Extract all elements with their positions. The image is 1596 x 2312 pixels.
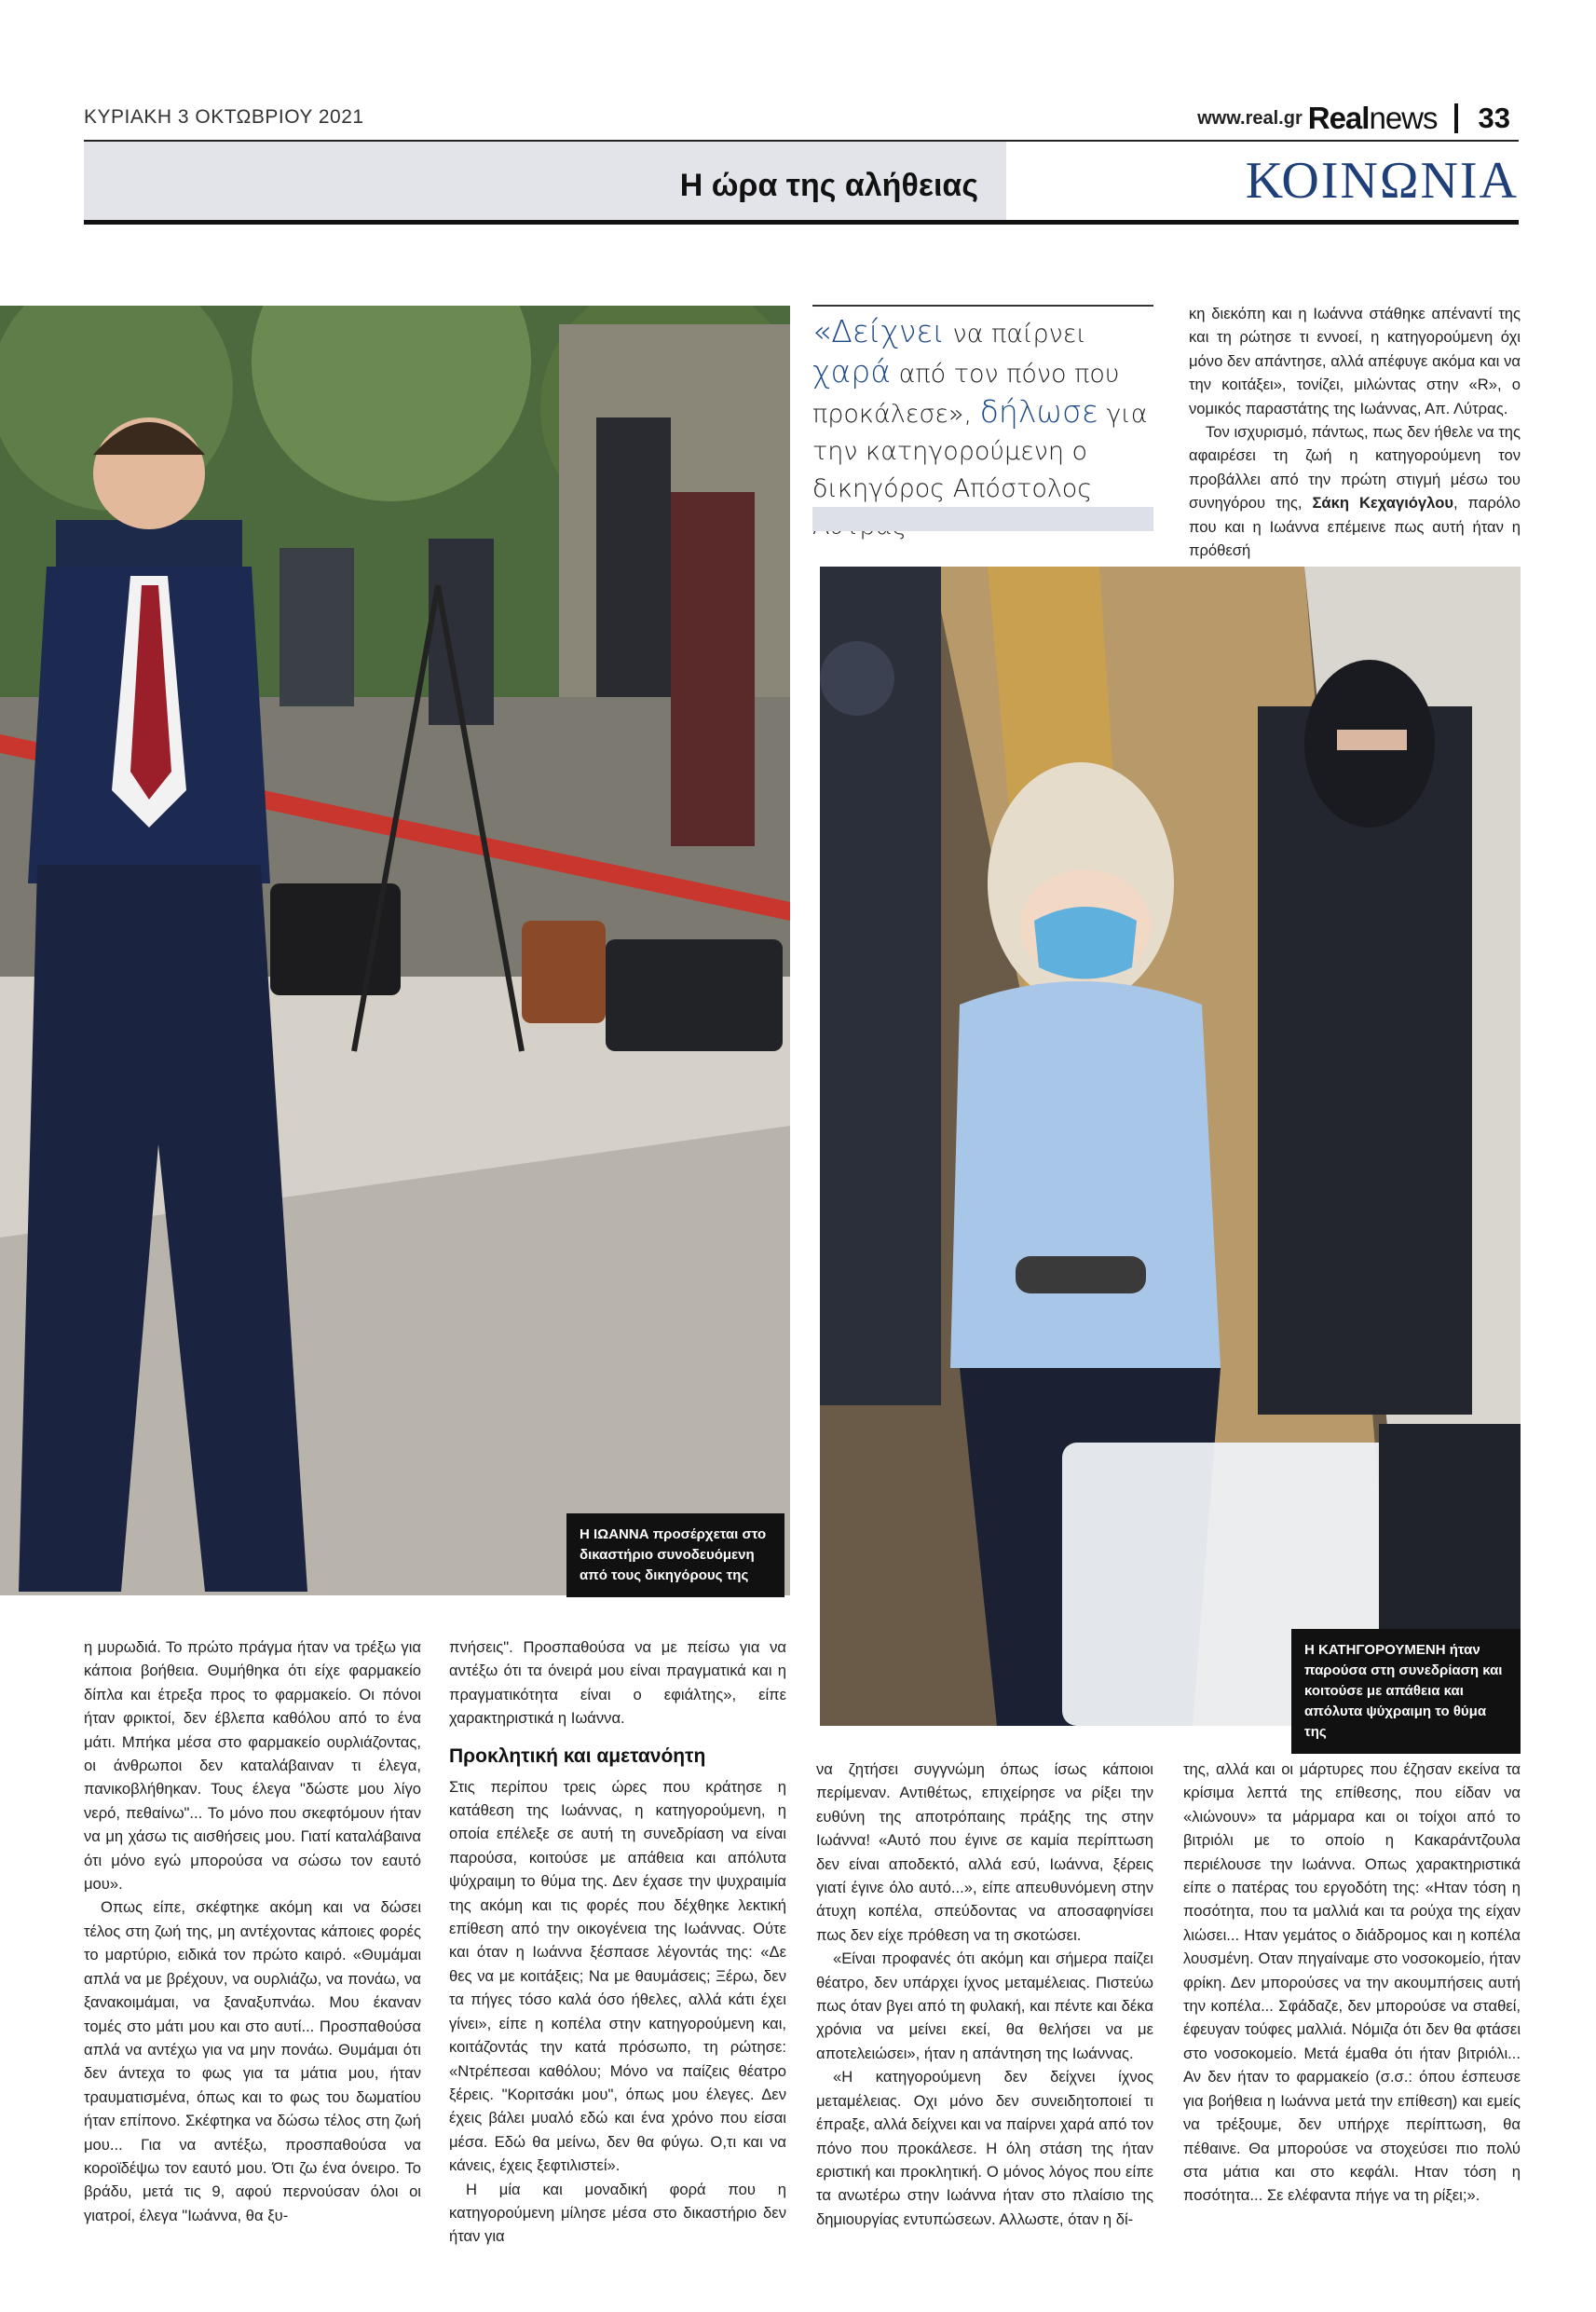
masthead: [1197, 101, 1510, 136]
right-photo-caption: [1291, 1629, 1521, 1754]
article-column-3: [816, 1758, 1153, 2231]
left-photo-caption: [566, 1513, 784, 1597]
title-rule: [84, 220, 1519, 225]
paragraph: Στις περίπου τρεις ώρες που κράτησε η κατάθεση της Ιωάννας, η κατηγορούμενη, η οποία επέλεξε σε αυτή τη συνεδρίαση να είναι παρούσα, κοιτούσε με απάθεια και απόλυτα ψύχραιμη το θύμα της. Δεν έχασε την ψυχραιμία της ακόμη και τις φορές που δέχθηκε λεκτική επίθεση από την οικογένεια της Ιωάννας. Ούτε και όταν η Ιωάννα ξέσπασε λέγοντάς της: «Δε θες να με κοιτάξεις; Να με θαυμάσεις; Ξέρω, δεν τα πήγες τόσο καλά όσο ήθελες, αλλά κάτι έχει γίνει», είπε η κοπέλα στην κατηγορούμενη και, κοιτάζοντάς την κατά πρόσωπο, τη ρώτησε: «Ντρέπεσαι καθόλου; Μόνο να παίζεις θέατρο ξέρεις. "Κοριτσάκι μου", όπως μου έλεγες. Δεν έχεις βάλει μυαλό εδώ και ένα χρόνο που είσαι μέσα. Εδώ θα μείνω, δεν θα φύγω. Ο,τι και να κάνεις, έχεις ξεφτιλιστεί».: [449, 1777, 786, 2175]
brand-logo: [1308, 101, 1438, 136]
subheading: Προκλητική και αμετανόητη: [449, 1744, 706, 1767]
site-url[interactable]: www.real.gr: [1197, 107, 1303, 129]
issue-date: ΚΥΡΙΑΚΗ 3 ΟΚΤΩΒΡΙΟΥ 2021: [84, 106, 364, 128]
article-column-2: [449, 1635, 786, 2249]
caption-text: προσέρχεται στο δικαστήριο συνοδευόμενη από τους δικηγόρους της: [580, 1526, 767, 1583]
brand-bold: Real: [1307, 101, 1370, 135]
section-name: ΚΟΙΝΩΝΙΑ: [1245, 152, 1519, 210]
caption-text: ήταν παρούσα στη συνεδρίαση και κοιτούσε με απάθεια και απόλυτα ψύχραιμη το θύμα της: [1304, 1642, 1503, 1740]
caption-lead: Η ΙΩΑΝΝΑ: [580, 1526, 649, 1542]
paragraph: «Είναι προφανές ότι ακόμη και σήμερα παίζει θέατρο, δεν υπάρχει ίχνος μεταμέλειας. Πιστεύω πως όταν βγει από τη φυλακή, και πέντε και δέκα χρόνια να μείνει εκεί, θα θελήσει να με αποτελειώσει», ήταν η απάντηση της Ιωάννας.: [816, 1949, 1153, 2062]
caption-lead: Η ΚΑΤΗΓΟΡΟΥΜΕΝΗ: [1304, 1642, 1446, 1658]
pull-quote-rule: [812, 305, 1153, 307]
article-column-top: [1189, 302, 1521, 562]
paragraph: [1189, 420, 1521, 562]
article-column-4: [1183, 1758, 1521, 2208]
pull-quote-band: [812, 507, 1153, 531]
article-column-1: [84, 1635, 421, 2227]
quote-highlight: χαρά: [812, 353, 891, 390]
paragraph: Οπως είπε, σκέφτηκε ακόμη και να δώσει τέλος στη ζωή της, μη αντέχοντας κάποιες φορές το μαρτύριο, ειδικά τον πρώτο καιρό. «Θυμάμαι απλά να με βρέχουν, να ουρλιάζω, να πονάω, να ξανακοιμάμαι, να ξαναξυπνάω. Μου έκαναν τομές στο μάτι μου και στο αυτί... Προσπαθούσα απλά να αντέχω για να μην πονάω. Θυμάμαι ότι δεν άντεχα το φως για τα μάτια μου, ήταν τραυματισμένα, όπως και το φως του δωματίου ήταν επίπονο. Σκέφτηκα να δώσω τέλος στη ζωή μου... Για να αντέξω, προσπαθούσα να κοροϊδέψω τον εαυτό μου. Ότι ζω ένα όνειρο. Το βράδυ, μετά τις 9, αφού περνούσαν όλοι οι γιατροί, έλεγα "Ιωάννα, θα ξυ-: [84, 1898, 421, 2224]
article-title: Η ώρα της αλήθειας: [679, 168, 978, 203]
defendant-photo: [820, 567, 1521, 1726]
paragraph: να ζητήσει συγγνώμη όπως ίσως κάποιοι περίμεναν. Αντιθέτως, επιχείρησε να ρίξει την ευθύνη της αποτρόπαιης πράξης της στην Ιωάννα! «Αυτό που έγινε σε καμία περίπτωση δεν είναι αποδεκτό, αλλά εσύ, Ιωάννα, ξέρεις γιατί έγινε όλο αυτό...», είπε απευθυνόμενη στην άτυχη κοπέλα, σπεύδοντας να αποσαφηνίσει πως δεν είχε πρόθεση να τη σκοτώσει.: [816, 1760, 1153, 1944]
emphasis: Σάκη Κεχαγιόγλου: [1312, 494, 1453, 513]
quote-text: από τον πόνο που προκάλεσε»,: [812, 360, 1120, 429]
paragraph: η μυρωδιά. Το πρώτο πράγμα ήταν να τρέξω για κάποια βοήθεια. Θυμήθηκα ότι είχε φαρμακείο δίπλα και έτρεξα προς το φαρμακείο. Οι πόνοι ήταν φρικτοί, δεν έβλεπα καθόλου από το ένα μάτι. Μπήκα μέσα στο φαρμακείο ουρλιάζοντας, οι άνθρωποι δεν καταλάβαιναν τι έλεγα, πανικοβλήθηκαν. Τους έλεγα "δώστε μου λίγο νερό, πεθαίνω"... Το μόνο που σκεφτόμουν ήταν να μη χάσω τις αισθήσεις μου. Γιατί καταλάβαινα ότι μόνο εγώ μπορούσα να σώσω τον εαυτό μου».: [84, 1638, 421, 1894]
paragraph: Η μία και μοναδική φορά που η κατηγορούμενη μίλησε μέσα στο δικαστήριο δεν ήταν για: [449, 2180, 786, 2246]
paragraph: πνήσεις". Προσπαθούσα να με πείσω για να αντέξω ότι τα όνειρά μου είναι πραγματικά και η πραγματικότητα είναι ο εφιάλτης», είπε χαρακτηριστικά η Ιωάννα.: [449, 1638, 786, 1728]
quote-highlight: «Δείχνει: [812, 313, 945, 349]
brand-light: news: [1369, 101, 1438, 135]
quote-text: για την κατηγορούμενη ο δικηγόρος Απόστολος: [812, 400, 1148, 503]
page-number: 33: [1478, 102, 1510, 134]
paragraph: «Η κατηγορούμενη δεν δείχνει ίχνος μεταμέλειας. Οχι μόνο δεν συνειδητοποιεί τι έπραξε, αλλά δείχνει και να παίρνει χαρά από τον πόνο που προκάλεσε. Η όλη στάση της ήταν εριστική και προκλητική. Ο μόνος λόγος που είπε τα ανωτέρω στην Ιωάννα ήταν στο πλαίσιο της δημιουργίας εντυπώσεων. Αλλωστε, όταν η δί-: [816, 2068, 1153, 2228]
lawyer-photo: [0, 306, 790, 1595]
text-run: Τον ισχυρισμό, πάντως, πως δεν ήθελε να της αφαιρέσει τη ζωή η κατηγορούμενη τον προβάλλει από την πρώτη στιγμή μέσω του συνηγόρου της,: [1189, 423, 1521, 513]
paragraph: κη διεκόπη και η Ιωάννα στάθηκε απέναντί της και τη ρώτησε τι εννοεί, η κατηγορούμενη όχι μόνο δεν απάντησε, αλλά απέφυγε ακόμα και να την κοιτάξει», τονίζει, μιλώντας στην «R», ο νομικός παραστάτης της Ιωάννας, Απ. Λύτρας.: [1189, 305, 1521, 417]
paragraph: της, αλλά και οι μάρτυρες που έζησαν εκείνα τα κρίσιμα λεπτά της επίθεσης, που είδαν να «λιώνουν» τα μάρμαρα και οι τοίχοι από το βιτριόλι με το οποίο η Κακαράντζουλα περιέλουσε την Ιωάννα. Οπως χαρακτηριστικά είπε ο πατέρας του εργοδότη της: «Ηταν τόση η ποσότητα, που τα μαλλιά και τα ρούχα της είχαν λιώσει... Ηταν γεμάτος ο διάδρομος και η κοπέλα λουσμένη. Οταν πηγαίναμε στο νοσοκομείο, ήταν φρίκη. Δεν μπορούσες να την ακουμπήσεις αυτή την κοπέλα... Σφάδαζε, δεν μπορούσε να σταθεί, έφευγαν τούφες μαλλιά. Νόμιζα ότι δεν θα φτάσει στο νοσοκομείο. Μετά έμαθα ότι ήταν βιτριόλι... Αν δεν ήταν το φαρμακείο (σ.σ.: όπου έσπευσε για βοήθεια η Ιωάννα μετά την επίθεση) και εμείς να τρέξουμε, δεν υπήρχε περίπτωση, θα πέθαινε. Θα μπορούσε να στοχεύσει πιο πολύ στα μάτια και στο κεφάλι. Ηταν τόση η ποσότητα... Σε ελέφαντα πήγε να τη ρίξει;».: [1183, 1760, 1521, 2205]
quote-text: να παίρνει: [944, 320, 1086, 349]
text-run: , παρόλο που και η Ιωάννα επέμεινε πως αυτή ήταν η πρόθεσή: [1189, 494, 1521, 560]
masthead-divider: [1454, 103, 1458, 133]
quote-highlight: δήλωσε: [979, 393, 1098, 430]
